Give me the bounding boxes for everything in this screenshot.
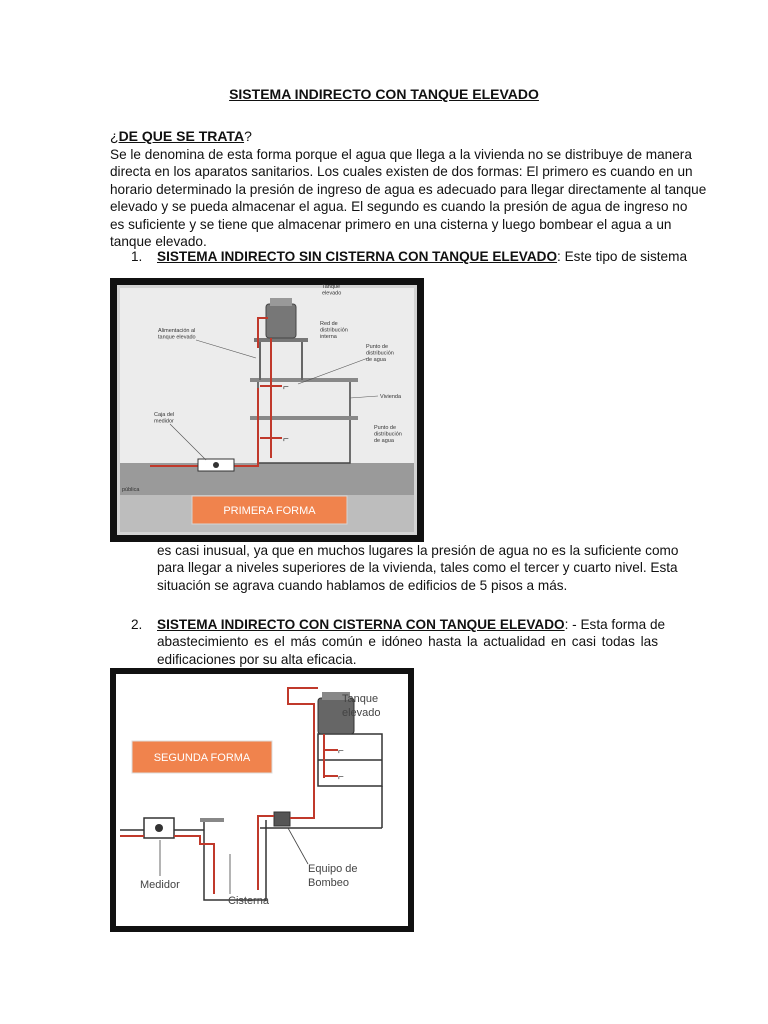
faucet-icon: ⌐ [338, 772, 344, 783]
intro-line: tanque elevado. [110, 233, 207, 249]
item1-line: situación se agrava cuando hablamos de edificios de 5 pisos a más. [157, 577, 568, 593]
item1-continuation [157, 542, 679, 594]
intro-line: elevado y se pueda almacenar el agua. El segundo es cuando la presión de agua de ingreso no [110, 199, 688, 215]
item2-line: abastecimiento es el más común e idóneo hasta la actualidad en casi todas las [157, 634, 658, 650]
svg-text:Medidor: Medidor [140, 879, 180, 891]
item1-heading: SISTEMA INDIRECTO SIN CISTERNA CON TANQUE ELEVADO [157, 249, 558, 264]
intro-line: es suficiente y se tiene que almacenar primero en una cisterna y luego bombear el agua a un [110, 216, 672, 232]
badge-segunda-forma-label: SEGUNDA FORMA [153, 752, 251, 764]
figure-segunda-forma [110, 668, 414, 932]
svg-text:Cisterna: Cisterna [228, 895, 269, 907]
item2-line: edificaciones por su alta eficacia. [157, 651, 357, 667]
question-heading: DE QUE SE TRATA [118, 128, 245, 144]
item-number: 2. [131, 617, 143, 632]
item1-lead: : Este tipo de sistema [557, 249, 688, 264]
item-number: 1. [131, 249, 143, 264]
intro-line: directa en los aparatos sanitarios. Los cuales existen de dos formas: El primero es cuando en un [110, 164, 693, 180]
svg-text:pública: pública [122, 487, 140, 493]
svg-text:Caja delmedidor: Caja del medidor [154, 412, 175, 425]
svg-text:Equipo deBombeo: Equipo de Bombeo [308, 863, 358, 889]
svg-text:Tanqueelevado: Tanque elevado [342, 693, 381, 719]
document-title: SISTEMA INDIRECTO CON TANQUE ELEVADO [229, 86, 539, 102]
section-question: ¿DE QUE SE TRATA? [110, 128, 252, 144]
pump [274, 812, 290, 826]
svg-text:Tanqueelevado: Tanque elevado [322, 284, 342, 297]
faucet-icon: ⌐ [283, 434, 289, 445]
svg-text:Punto dedistribuciónde agua: Punto de distribución de agua [366, 344, 394, 363]
item1-line: es casi inusual, ya que en muchos lugares la presión de agua no es la suficiente como [157, 543, 679, 558]
faucet-icon: ⌐ [338, 746, 344, 757]
item1-line: para llegar a niveles superiores de la vivienda, tales como el tercer y cuarto nivel. Esta [157, 560, 678, 576]
svg-text:Alimentación altanque elevado: Alimentación al tanque elevado [158, 328, 196, 341]
svg-text:Red dedistribucióninterna: Red de distribución interna [320, 321, 348, 340]
svg-text:Punto dedistribuciónde agua: Punto de distribución de agua [374, 425, 402, 444]
ground [120, 463, 414, 495]
item2-lead: : - Esta forma de [564, 617, 666, 632]
figure-primera-forma [110, 278, 424, 542]
intro-line: Se le denomina de esta forma porque el agua que llega a la vivienda no se distribuye de manera [110, 147, 692, 162]
tanque-elevado [266, 304, 296, 338]
badge-primera-forma-label: PRIMERA FORMA [223, 505, 316, 517]
intro-paragraph [110, 146, 707, 250]
svg-text:Vivienda: Vivienda [380, 394, 401, 400]
item2-heading: SISTEMA INDIRECTO CON CISTERNA CON TANQUE ELEVADO [157, 617, 565, 632]
intro-line: horario determinado la presión de ingreso de agua es adecuado para llegar directamente al tanque [110, 181, 707, 197]
faucet-icon: ⌐ [283, 382, 289, 393]
